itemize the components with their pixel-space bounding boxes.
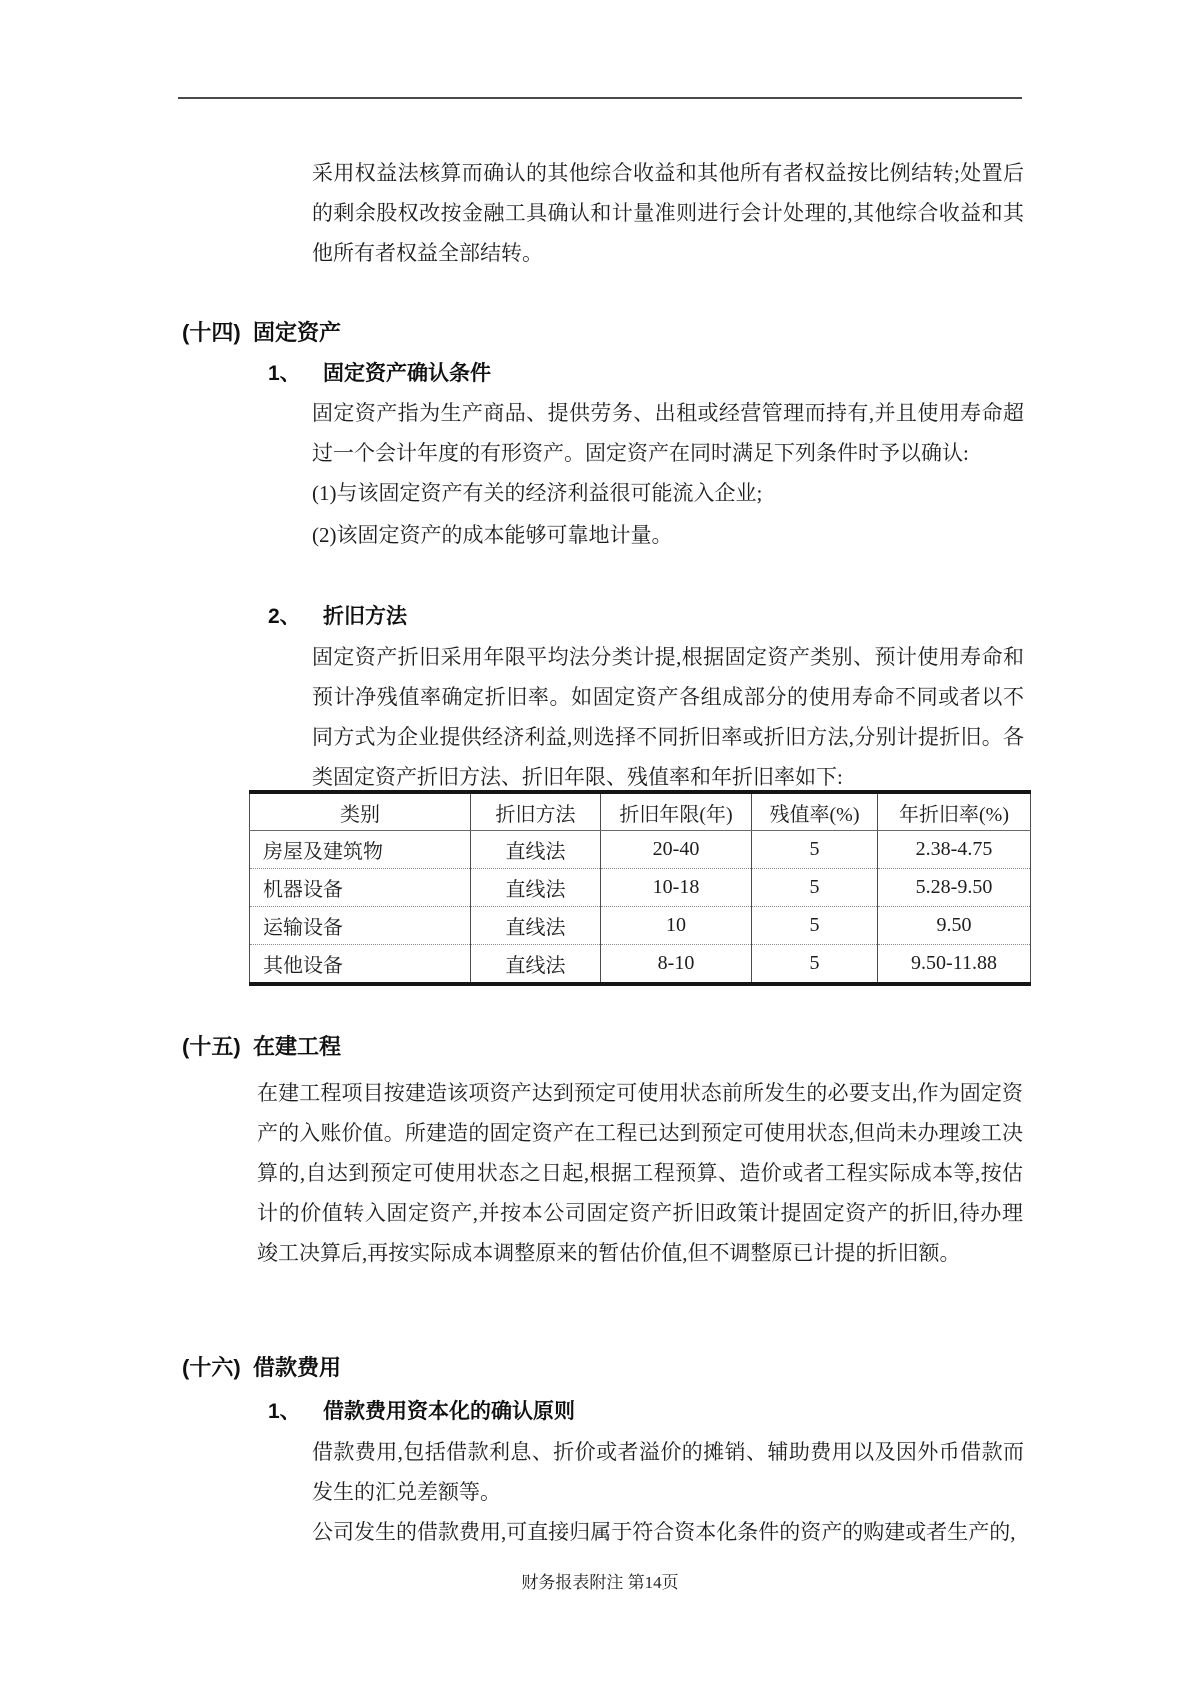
table-row <box>250 869 1031 907</box>
section-15-label: (十五) <box>182 1034 241 1059</box>
sub-2-title: 折旧方法 <box>323 605 407 628</box>
depreciation-method-body: 固定资产折旧采用年限平均法分类计提,根据固定资产类别、预计使用寿命和预计净残值率确定折旧率。如固定资产各组成部分的使用寿命不同或者以不同方式为企业提供经济利益,则选择不同折旧率或折旧方法,分别计提折旧。各类固定资产折旧方法、折旧年限、残值率和年折旧率如下: <box>312 645 1024 789</box>
table-header-row <box>250 792 1031 831</box>
fixed-asset-recognition-body: 固定资产指为生产商品、提供劳务、出租或经营管理而持有,并且使用寿命超过一个会计年度的有形资产。固定资产在同时满足下列条件时予以确认: <box>312 401 1024 465</box>
header-rule <box>178 97 1022 99</box>
cell-category: 其他设备 <box>250 945 471 985</box>
section-15-title: 在建工程 <box>253 1034 342 1059</box>
col-header-category: 类别 <box>250 792 471 831</box>
recognition-condition-1: (1)与该固定资产有关的经济利益很可能流入企业; <box>312 481 763 505</box>
table-row <box>250 907 1031 945</box>
section-14-sub-1-heading <box>268 359 491 389</box>
recognition-condition-2: (2)该固定资产的成本能够可靠地计量。 <box>312 523 673 547</box>
cell-method: 直线法 <box>471 907 601 945</box>
cell-annual-rate: 2.38-4.75 <box>878 831 1031 869</box>
cell-annual-rate: 9.50 <box>878 907 1031 945</box>
cell-years: 20-40 <box>601 831 752 869</box>
col-header-method: 折旧方法 <box>471 792 601 831</box>
cell-method: 直线法 <box>471 869 601 907</box>
cell-residual-rate: 5 <box>752 831 878 869</box>
construction-in-progress-body: 在建工程项目按建造该项资产达到预定可使用状态前所发生的必要支出,作为固定资产的入账价值。所建造的固定资产在工程已达到预定可使用状态,但尚未办理竣工决算的,自达到预定可使用状态之日起,根据工程预算、造价或者工程实际成本等,按估计的价值转入固定资产,并按本公司固定资产折旧政策计提固定资产的折旧,待办理竣工决算后,再按实际成本调整原来的暂估价值,但不调整原已计提的折旧额。 <box>257 1081 1023 1265</box>
section-14-heading <box>182 318 341 348</box>
cell-category: 机器设备 <box>250 869 471 907</box>
cell-method: 直线法 <box>471 831 601 869</box>
sub-1-number: 1、 <box>268 362 301 385</box>
table-row <box>250 831 1031 869</box>
cell-method: 直线法 <box>471 945 601 985</box>
cell-residual-rate: 5 <box>752 945 878 985</box>
col-header-years: 折旧年限(年) <box>601 792 752 831</box>
page-footer: 财务报表附注 第14页 <box>521 1573 679 1592</box>
section-14-title: 固定资产 <box>253 320 342 345</box>
cell-residual-rate: 5 <box>752 869 878 907</box>
section-14-sub-2-heading <box>268 602 407 632</box>
col-header-annual-rate: 年折旧率(%) <box>878 792 1031 831</box>
sub-1-title: 借款费用资本化的确认原则 <box>323 1400 575 1423</box>
depreciation-table <box>249 790 1031 986</box>
col-header-residual-rate: 残值率(%) <box>752 792 878 831</box>
cell-annual-rate: 9.50-11.88 <box>878 945 1031 985</box>
intro-paragraph: 采用权益法核算而确认的其他综合收益和其他所有者权益按比例结转;处置后的剩余股权改按金融工具确认和计量准则进行会计处理的,其他综合收益和其他所有者权益全部结转。 <box>312 161 1024 265</box>
section-14-label: (十四) <box>182 320 241 345</box>
section-16-label: (十六) <box>182 1355 241 1380</box>
borrowing-costs-paragraph-2: 公司发生的借款费用,可直接归属于符合资本化条件的资产的购建或者生产的, <box>312 1520 1016 1544</box>
table-row <box>250 945 1031 985</box>
cell-category: 房屋及建筑物 <box>250 831 471 869</box>
section-15-heading <box>182 1032 341 1062</box>
cell-annual-rate: 5.28-9.50 <box>878 869 1031 907</box>
cell-residual-rate: 5 <box>752 907 878 945</box>
sub-1-title: 固定资产确认条件 <box>323 362 491 385</box>
borrowing-costs-paragraph-1: 借款费用,包括借款利息、折价或者溢价的摊销、辅助费用以及因外币借款而发生的汇兑差额等。 <box>312 1440 1024 1504</box>
sub-2-number: 2、 <box>268 605 301 628</box>
cell-years: 10-18 <box>601 869 752 907</box>
section-16-sub-1-heading <box>268 1397 575 1427</box>
cell-years: 8-10 <box>601 945 752 985</box>
cell-category: 运输设备 <box>250 907 471 945</box>
section-16-title: 借款费用 <box>253 1355 342 1380</box>
sub-1-number: 1、 <box>268 1400 301 1423</box>
section-16-heading <box>182 1353 341 1383</box>
cell-years: 10 <box>601 907 752 945</box>
